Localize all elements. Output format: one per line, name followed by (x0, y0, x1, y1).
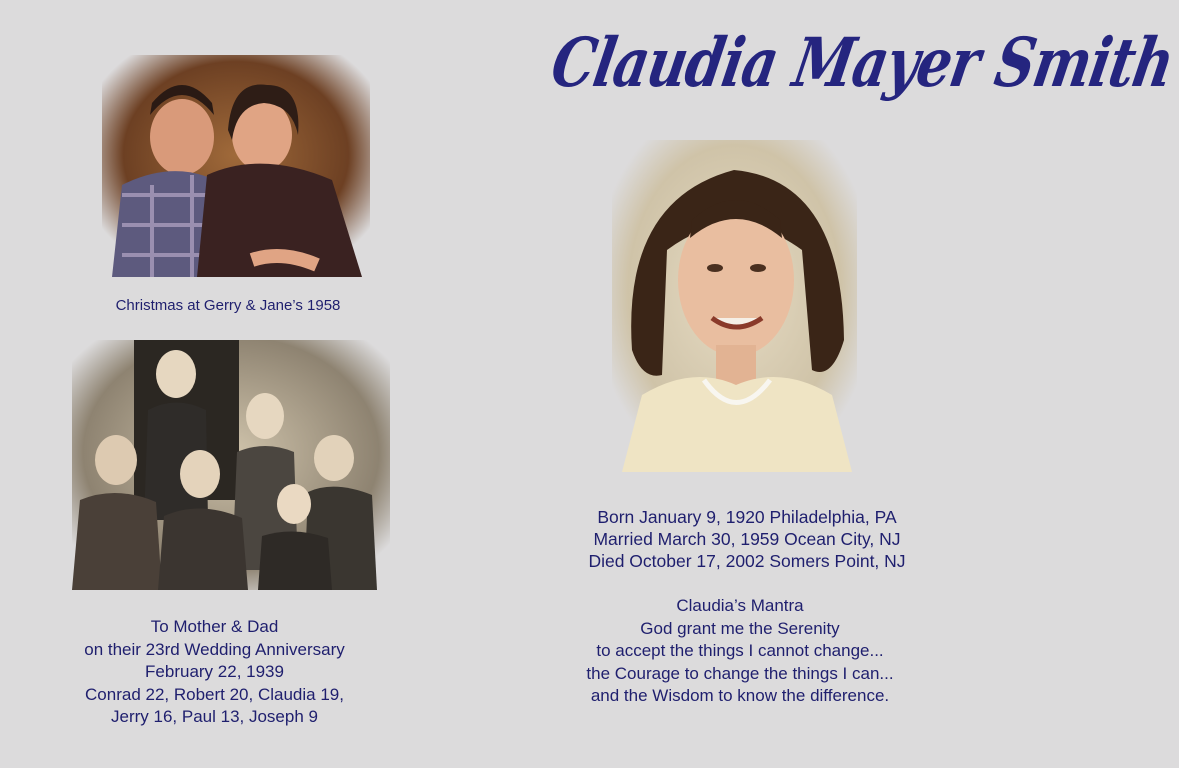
mantra-line: to accept the things I cannot change... (596, 641, 884, 661)
mantra-heading: Claudia’s Mantra (676, 596, 804, 615)
christmas-caption: Christmas at Gerry & Jane’s 1958 (115, 297, 341, 314)
portrait-photo (612, 140, 857, 472)
page-title: Claudia Mayer Smith (545, 22, 1179, 102)
anniversary-caption-line: Jerry 16, Paul 13, Joseph 9 (111, 707, 318, 727)
christmas-photo (102, 55, 370, 277)
mantra-line: the Courage to change the things I can... (586, 663, 894, 683)
death-line: Died October 17, 2002 Somers Point, NJ (588, 551, 906, 571)
marriage-line: Married March 30, 1959 Ocean City, NJ (593, 529, 901, 549)
family-photo (72, 340, 390, 590)
anniversary-caption-line: February 22, 1939 (145, 662, 284, 682)
anniversary-caption (52, 616, 377, 729)
life-dates (568, 506, 926, 572)
mantra (540, 595, 940, 708)
anniversary-caption-line: Conrad 22, Robert 20, Claudia 19, (85, 684, 344, 704)
anniversary-caption-line: To Mother & Dad (150, 617, 279, 636)
birth-line: Born January 9, 1920 Philadelphia, PA (597, 507, 897, 527)
mantra-line: and the Wisdom to know the difference. (590, 686, 890, 706)
anniversary-caption-line: on their 23rd Wedding Anniversary (84, 639, 345, 659)
mantra-line: God grant me the Serenity (640, 618, 840, 638)
